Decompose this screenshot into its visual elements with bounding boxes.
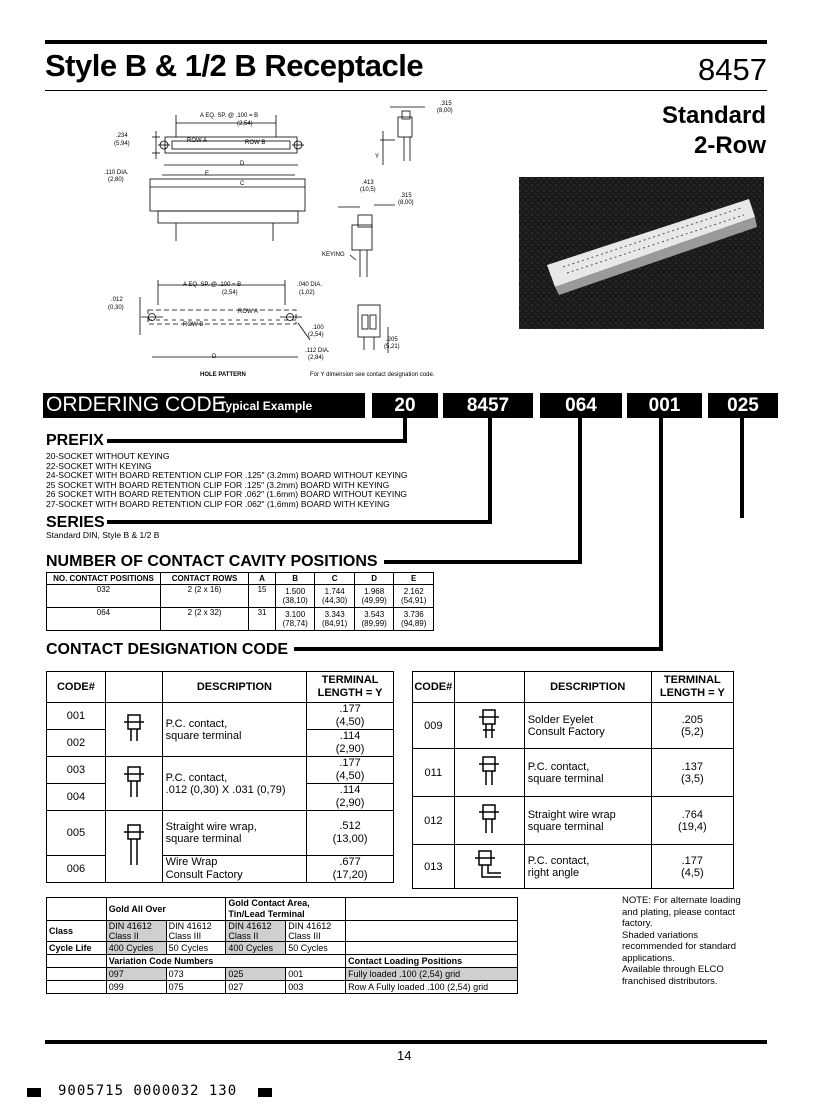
table-row — [47, 955, 518, 968]
dim-234: .234 — [116, 133, 128, 139]
col-rows: CONTACT ROWS — [160, 573, 248, 585]
label-y: Y — [375, 154, 380, 160]
code-positions: 064 — [540, 393, 622, 418]
label-keying: KEYING — [322, 252, 345, 258]
terminal-head: TERMINAL — [321, 674, 379, 686]
leader-contact-v — [659, 418, 663, 651]
blank-cell — [47, 955, 107, 968]
cell-e-mm: (94,89) — [401, 619, 427, 628]
dim-315-side: .315 — [400, 193, 412, 199]
variation-code: 001 — [286, 968, 346, 981]
connector-image — [519, 177, 764, 329]
desc-line: square terminal — [527, 772, 604, 785]
desc-line: .012 (0,30) X .031 (0,79) — [165, 783, 286, 796]
terminal-in: .137 — [681, 760, 704, 773]
dim-315-top: .315 — [440, 101, 452, 107]
desc-line: right angle — [527, 866, 580, 879]
variation-table — [46, 897, 518, 994]
terminal-in: .512 — [339, 820, 361, 832]
leader-positions-v — [578, 418, 582, 564]
header-rule — [45, 40, 767, 44]
terminal-in: .764 — [681, 808, 704, 821]
table-row — [413, 749, 734, 797]
label-c: C — [240, 181, 245, 187]
dim-012-mm: (0,30) — [108, 305, 124, 311]
desc-line: Solder Eyelet — [527, 713, 594, 726]
code-series: 8457 — [443, 393, 533, 418]
dim-110: .110 DIA. — [104, 170, 129, 176]
right-angle-icon — [475, 849, 503, 881]
hole-pattern-label: HOLE PATTERN — [200, 372, 246, 378]
contact-icon-cell — [454, 845, 524, 889]
class-cell — [106, 921, 166, 942]
terminal-head-2: LENGTH = Y — [659, 687, 725, 699]
table-row — [47, 921, 518, 942]
variation-code: 075 — [166, 981, 226, 994]
page-number: 14 — [397, 1048, 412, 1063]
desc-line: square terminal — [165, 729, 242, 742]
cell-n: 064 — [47, 608, 161, 631]
variation-code: 097 — [106, 968, 166, 981]
cell-d-mm: (89,99) — [361, 619, 387, 628]
dim-040: .040 DIA. — [297, 282, 323, 288]
cell-b — [275, 608, 315, 631]
cell-e-in: 3.736 — [403, 610, 424, 619]
table-row — [47, 856, 394, 883]
code-cell: 013 — [413, 845, 455, 889]
table-row — [47, 898, 518, 921]
blank-cell — [346, 898, 518, 921]
leader-series-h — [107, 520, 492, 524]
desc-line: Consult Factory — [165, 869, 243, 881]
terminal-mm: (4,50) — [335, 716, 365, 728]
blank-cell — [346, 921, 518, 942]
contact-icon-cell — [105, 811, 162, 883]
technical-drawing — [40, 95, 510, 385]
dim-a-eq-sp-mm: (2,54) — [237, 121, 253, 127]
class-cell — [286, 921, 346, 942]
dim-100: .100 — [312, 325, 324, 331]
cell-b-mm: (38,10) — [282, 596, 308, 605]
code-cell: 002 — [47, 730, 106, 757]
blank-cell — [47, 898, 107, 921]
col-a: A — [249, 573, 276, 585]
cell-n: 032 — [47, 585, 161, 608]
description-cell — [524, 703, 651, 749]
terminal-in: .177 — [339, 703, 361, 715]
col-b: B — [275, 573, 315, 585]
table-row — [47, 811, 394, 856]
terminal-mm: (2,90) — [335, 743, 365, 755]
cell-e-mm: (54,91) — [401, 596, 427, 605]
dim-112-mm: (2,84) — [308, 355, 324, 361]
cell-c-mm: (44,30) — [321, 596, 348, 605]
terminal-mm: (4,50) — [335, 770, 365, 782]
terminal-mm: (13,00) — [332, 833, 368, 845]
dim-315-top-mm: (8,00) — [437, 108, 453, 114]
positions-table — [46, 572, 434, 631]
gold-area-line: Tin/Lead Terminal — [228, 909, 305, 919]
cell-d — [354, 585, 394, 608]
cell-d-in: 3.543 — [364, 610, 385, 619]
desc-line: P.C. contact, — [165, 717, 228, 730]
contact-icon-cell — [454, 797, 524, 845]
product-photo — [519, 177, 764, 329]
subtitle-standard: Standard — [661, 102, 766, 129]
desc-line: Wire Wrap — [165, 856, 218, 868]
note-block — [622, 895, 741, 987]
blank-cell — [47, 968, 107, 981]
terminal-cell — [651, 845, 733, 889]
cell-c — [315, 585, 355, 608]
variation-code: 027 — [226, 981, 286, 994]
cell-b-mm: (78,74) — [282, 619, 308, 628]
gold-area-line: Gold Contact Area, — [228, 898, 310, 908]
pc-contact-icon — [477, 755, 501, 787]
desc-line: square terminal — [165, 833, 242, 845]
designation-table-left — [46, 671, 394, 883]
pc-contact-icon — [122, 713, 146, 743]
dim-413-mm: (10,5) — [360, 187, 376, 193]
barcode-mark-right — [258, 1088, 272, 1097]
leader-positions-h — [384, 560, 582, 564]
terminal-cell — [651, 749, 733, 797]
terminal-cell — [307, 856, 394, 883]
class-cell — [226, 921, 286, 942]
prefix-title: PREFIX — [46, 432, 104, 449]
variation-code: 003 — [286, 981, 346, 994]
terminal-mm: (3,5) — [681, 772, 704, 785]
note-line: and plating, please contact — [622, 906, 736, 918]
title-underline — [45, 90, 767, 91]
table-row — [413, 845, 734, 889]
table-row — [413, 797, 734, 845]
col-description: DESCRIPTION — [162, 672, 307, 703]
description-cell — [524, 797, 651, 845]
variation-code: 099 — [106, 981, 166, 994]
din-line: DIN 41612 — [228, 921, 272, 931]
cell-c — [315, 608, 355, 631]
note-line: Shaded variations — [622, 929, 699, 941]
cell-c-mm: (84,91) — [321, 619, 348, 628]
terminal-in: .677 — [339, 856, 361, 868]
code-cell: 004 — [47, 784, 106, 811]
designation-header-row — [47, 672, 394, 703]
cell-b — [275, 585, 315, 608]
cell-b-in: 3.100 — [285, 610, 306, 619]
table-row — [47, 942, 518, 955]
code-cell: 003 — [47, 757, 106, 784]
note-line: Available through ELCO — [622, 964, 724, 975]
din-line: Class II — [228, 931, 259, 941]
y-dimension-note: For Y dimension see contact designation code. — [310, 372, 435, 378]
description-cell — [162, 757, 307, 811]
description-cell — [162, 811, 307, 856]
terminal-cell — [307, 703, 394, 730]
dim-234-mm: (5,94) — [114, 141, 130, 147]
positions-header-row — [47, 573, 434, 585]
label-row-b: ROW B — [245, 140, 266, 146]
col-terminal — [307, 672, 394, 703]
col-positions: NO. CONTACT POSITIONS — [47, 573, 161, 585]
pc-contact-thin-icon — [122, 765, 146, 799]
label-d-2: D — [212, 354, 217, 360]
barcode-mark-left — [27, 1088, 41, 1097]
din-line: DIN 41612 — [288, 921, 332, 931]
dim-413: .413 — [362, 180, 374, 186]
col-d: D — [354, 573, 394, 585]
positions-title: NUMBER OF CONTACT CAVITY POSITIONS — [46, 553, 378, 570]
class-cell — [166, 921, 226, 942]
dim-a-eq-sp: A EQ. SP. @ .100 = B — [200, 113, 259, 119]
ordering-code-bar — [43, 393, 365, 418]
cycle-cell: 400 Cycles — [226, 942, 286, 955]
prefix-item: 27-SOCKET WITH BOARD RETENTION CLIP FOR .062" (1.6mm) BOARD WITH KEYING — [46, 498, 390, 509]
footer-rule — [45, 1040, 767, 1044]
dim-040-mm: (1,02) — [299, 290, 315, 296]
cell-c-in: 3.343 — [324, 610, 345, 619]
gold-all-over-head: Gold All Over — [106, 898, 226, 921]
prefix-item: 25 SOCKET WITH BOARD RETENTION CLIP FOR .125" (3.2mm) BOARD WITH KEYING — [46, 479, 390, 490]
col-icon — [454, 672, 524, 703]
col-icon — [105, 672, 162, 703]
variation-code: 073 — [166, 968, 226, 981]
description-cell — [524, 845, 651, 889]
table-row — [47, 608, 434, 631]
terminal-in: .205 — [681, 713, 704, 726]
note-line: NOTE: For alternate loading — [622, 895, 741, 906]
dim-a-eq-sp-2: A EQ. SP. @ .100 = B — [183, 282, 242, 288]
designation-title: CONTACT DESIGNATION CODE — [46, 641, 289, 658]
loading-cell: Fully loaded .100 (2,54) grid — [346, 968, 518, 981]
code-variation: 025 — [708, 393, 778, 418]
col-code: CODE# — [413, 672, 455, 703]
terminal-mm: (5,2) — [681, 725, 704, 738]
part-number: 8457 — [698, 52, 767, 87]
terminal-in: .114 — [339, 784, 361, 796]
contact-icon-cell — [105, 757, 162, 811]
cell-a: 31 — [249, 608, 276, 631]
blank-cell — [346, 942, 518, 955]
col-description: DESCRIPTION — [524, 672, 651, 703]
cycle-cell: 400 Cycles — [106, 942, 166, 955]
subtitle-2row: 2-Row — [694, 132, 766, 159]
table-row — [47, 757, 394, 784]
contact-icon-cell — [105, 703, 162, 757]
cell-c-in: 1.744 — [324, 587, 345, 596]
prefix-item: 22-SOCKET WITH KEYING — [46, 460, 152, 471]
code-cell: 005 — [47, 811, 106, 856]
label-row-a: ROW A — [187, 138, 208, 144]
label-e: E — [205, 171, 210, 177]
leader-series-v — [488, 418, 492, 524]
label-row-b-2: ROW B — [183, 322, 204, 328]
description-cell — [162, 856, 307, 883]
description-cell — [162, 703, 307, 757]
wire-wrap-icon — [477, 803, 501, 835]
leader-contact-h — [294, 647, 663, 651]
contact-icon-cell — [454, 703, 524, 749]
dim-a-eq-sp-2-mm: (2,54) — [222, 290, 238, 296]
dim-205: .205 — [386, 337, 398, 343]
terminal-cell — [307, 730, 394, 757]
note-line: franchised distributors. — [622, 975, 718, 987]
desc-line: Consult Factory — [527, 725, 605, 738]
series-text: Standard DIN, Style B & 1/2 B — [46, 530, 160, 540]
table-row — [47, 968, 518, 981]
din-line: DIN 41612 — [168, 921, 212, 931]
prefix-item: 24-SOCKET WITH BOARD RETENTION CLIP FOR .125" (3.2mm) BOARD WITHOUT KEYING — [46, 470, 408, 481]
contact-icon-cell — [454, 749, 524, 797]
code-cell: 001 — [47, 703, 106, 730]
cell-b-in: 1.500 — [285, 587, 306, 596]
code-cell: 012 — [413, 797, 455, 845]
ordering-code-sublabel: Typical Example — [219, 399, 313, 413]
cycle-cell: 50 Cycles — [286, 942, 346, 955]
note-line: factory. — [622, 918, 653, 929]
terminal-in: .177 — [681, 854, 704, 867]
cell-a: 15 — [249, 585, 276, 608]
col-code: CODE# — [47, 672, 106, 703]
table-row — [47, 703, 394, 730]
cycle-cell: 50 Cycles — [166, 942, 226, 955]
table-row — [413, 703, 734, 749]
din-line: DIN 41612 — [108, 921, 152, 931]
barcode-number: 9005715 0000032 130 — [58, 1083, 238, 1099]
variation-code: 025 — [226, 968, 286, 981]
solder-eyelet-icon — [477, 708, 501, 740]
code-contact: 001 — [627, 393, 702, 418]
desc-line: Straight wire wrap, — [165, 821, 257, 833]
ordering-code-label: ORDERING CODE — [46, 393, 226, 416]
dim-205-mm: (5,21) — [384, 344, 400, 350]
cell-e — [394, 608, 434, 631]
din-line: Class II — [108, 931, 139, 941]
prefix-item: 26 SOCKET WITH BOARD RETENTION CLIP FOR .062" (1.6mm) BOARD WITHOUT KEYING — [46, 489, 408, 500]
dim-100-mm: (2,54) — [308, 332, 324, 338]
blank-cell — [47, 981, 107, 994]
designation-table-right — [412, 671, 734, 889]
label-d: D — [240, 161, 245, 167]
label-row-a-2: ROW A — [238, 309, 259, 315]
terminal-cell — [651, 797, 733, 845]
table-row — [47, 981, 518, 994]
col-c: C — [315, 573, 355, 585]
cell-rows: 2 (2 x 16) — [160, 585, 248, 608]
cell-d-mm: (49,99) — [361, 596, 387, 605]
desc-line: P.C. contact, — [527, 854, 590, 867]
col-terminal — [651, 672, 733, 703]
desc-line: Straight wire wrap — [527, 808, 616, 821]
terminal-cell — [307, 757, 394, 784]
din-line: Class III — [288, 931, 321, 941]
loading-head: Contact Loading Positions — [346, 955, 518, 968]
code-cell: 009 — [413, 703, 455, 749]
terminal-cell — [651, 703, 733, 749]
prefix-list — [46, 452, 408, 510]
loading-cell: Row A Fully loaded .100 (2,54) grid — [346, 981, 518, 994]
cycle-label: Cycle Life — [47, 942, 107, 955]
terminal-head-2: LENGTH = Y — [317, 687, 383, 699]
table-row — [47, 585, 434, 608]
code-prefix: 20 — [372, 393, 438, 418]
variation-numbers-head: Variation Code Numbers — [106, 955, 345, 968]
desc-line: square terminal — [527, 820, 604, 833]
prefix-item: 20-SOCKET WITHOUT KEYING — [46, 451, 170, 461]
page-title: Style B & 1/2 B Receptacle — [45, 48, 424, 83]
terminal-cell — [307, 784, 394, 811]
cell-d-in: 1.968 — [364, 587, 385, 596]
terminal-in: .177 — [339, 757, 361, 769]
leader-variation-v — [740, 418, 744, 518]
cell-e — [394, 585, 434, 608]
description-cell — [524, 749, 651, 797]
code-cell: 006 — [47, 856, 106, 883]
leader-prefix-h — [107, 439, 407, 443]
series-title: SERIES — [46, 514, 105, 531]
desc-line: P.C. contact, — [165, 771, 228, 784]
desc-line: P.C. contact, — [527, 760, 590, 773]
note-line: recommended for standard — [622, 941, 737, 952]
terminal-in: .114 — [339, 730, 361, 742]
cell-e-in: 2.162 — [403, 587, 424, 596]
code-cell: 011 — [413, 749, 455, 797]
dim-315-side-mm: (8,00) — [398, 200, 414, 206]
cell-d — [354, 608, 394, 631]
din-line: Class III — [168, 931, 202, 941]
gold-area-head — [226, 898, 346, 921]
terminal-mm: (4,5) — [681, 866, 704, 879]
terminal-mm: (17,20) — [332, 869, 368, 881]
designation-header-row — [413, 672, 734, 703]
dim-012: .012 — [111, 297, 123, 303]
class-label: Class — [47, 921, 107, 942]
terminal-mm: (2,90) — [335, 797, 365, 809]
dim-110-mm: (2,80) — [108, 177, 124, 183]
terminal-head: TERMINAL — [663, 674, 721, 686]
terminal-cell — [307, 811, 394, 856]
col-e: E — [394, 573, 434, 585]
dim-112: .112 DIA. — [305, 348, 330, 354]
terminal-mm: (19,4) — [677, 820, 707, 833]
wire-wrap-icon — [122, 823, 146, 867]
note-line: applications. — [622, 952, 675, 964]
cell-rows: 2 (2 x 32) — [160, 608, 248, 631]
